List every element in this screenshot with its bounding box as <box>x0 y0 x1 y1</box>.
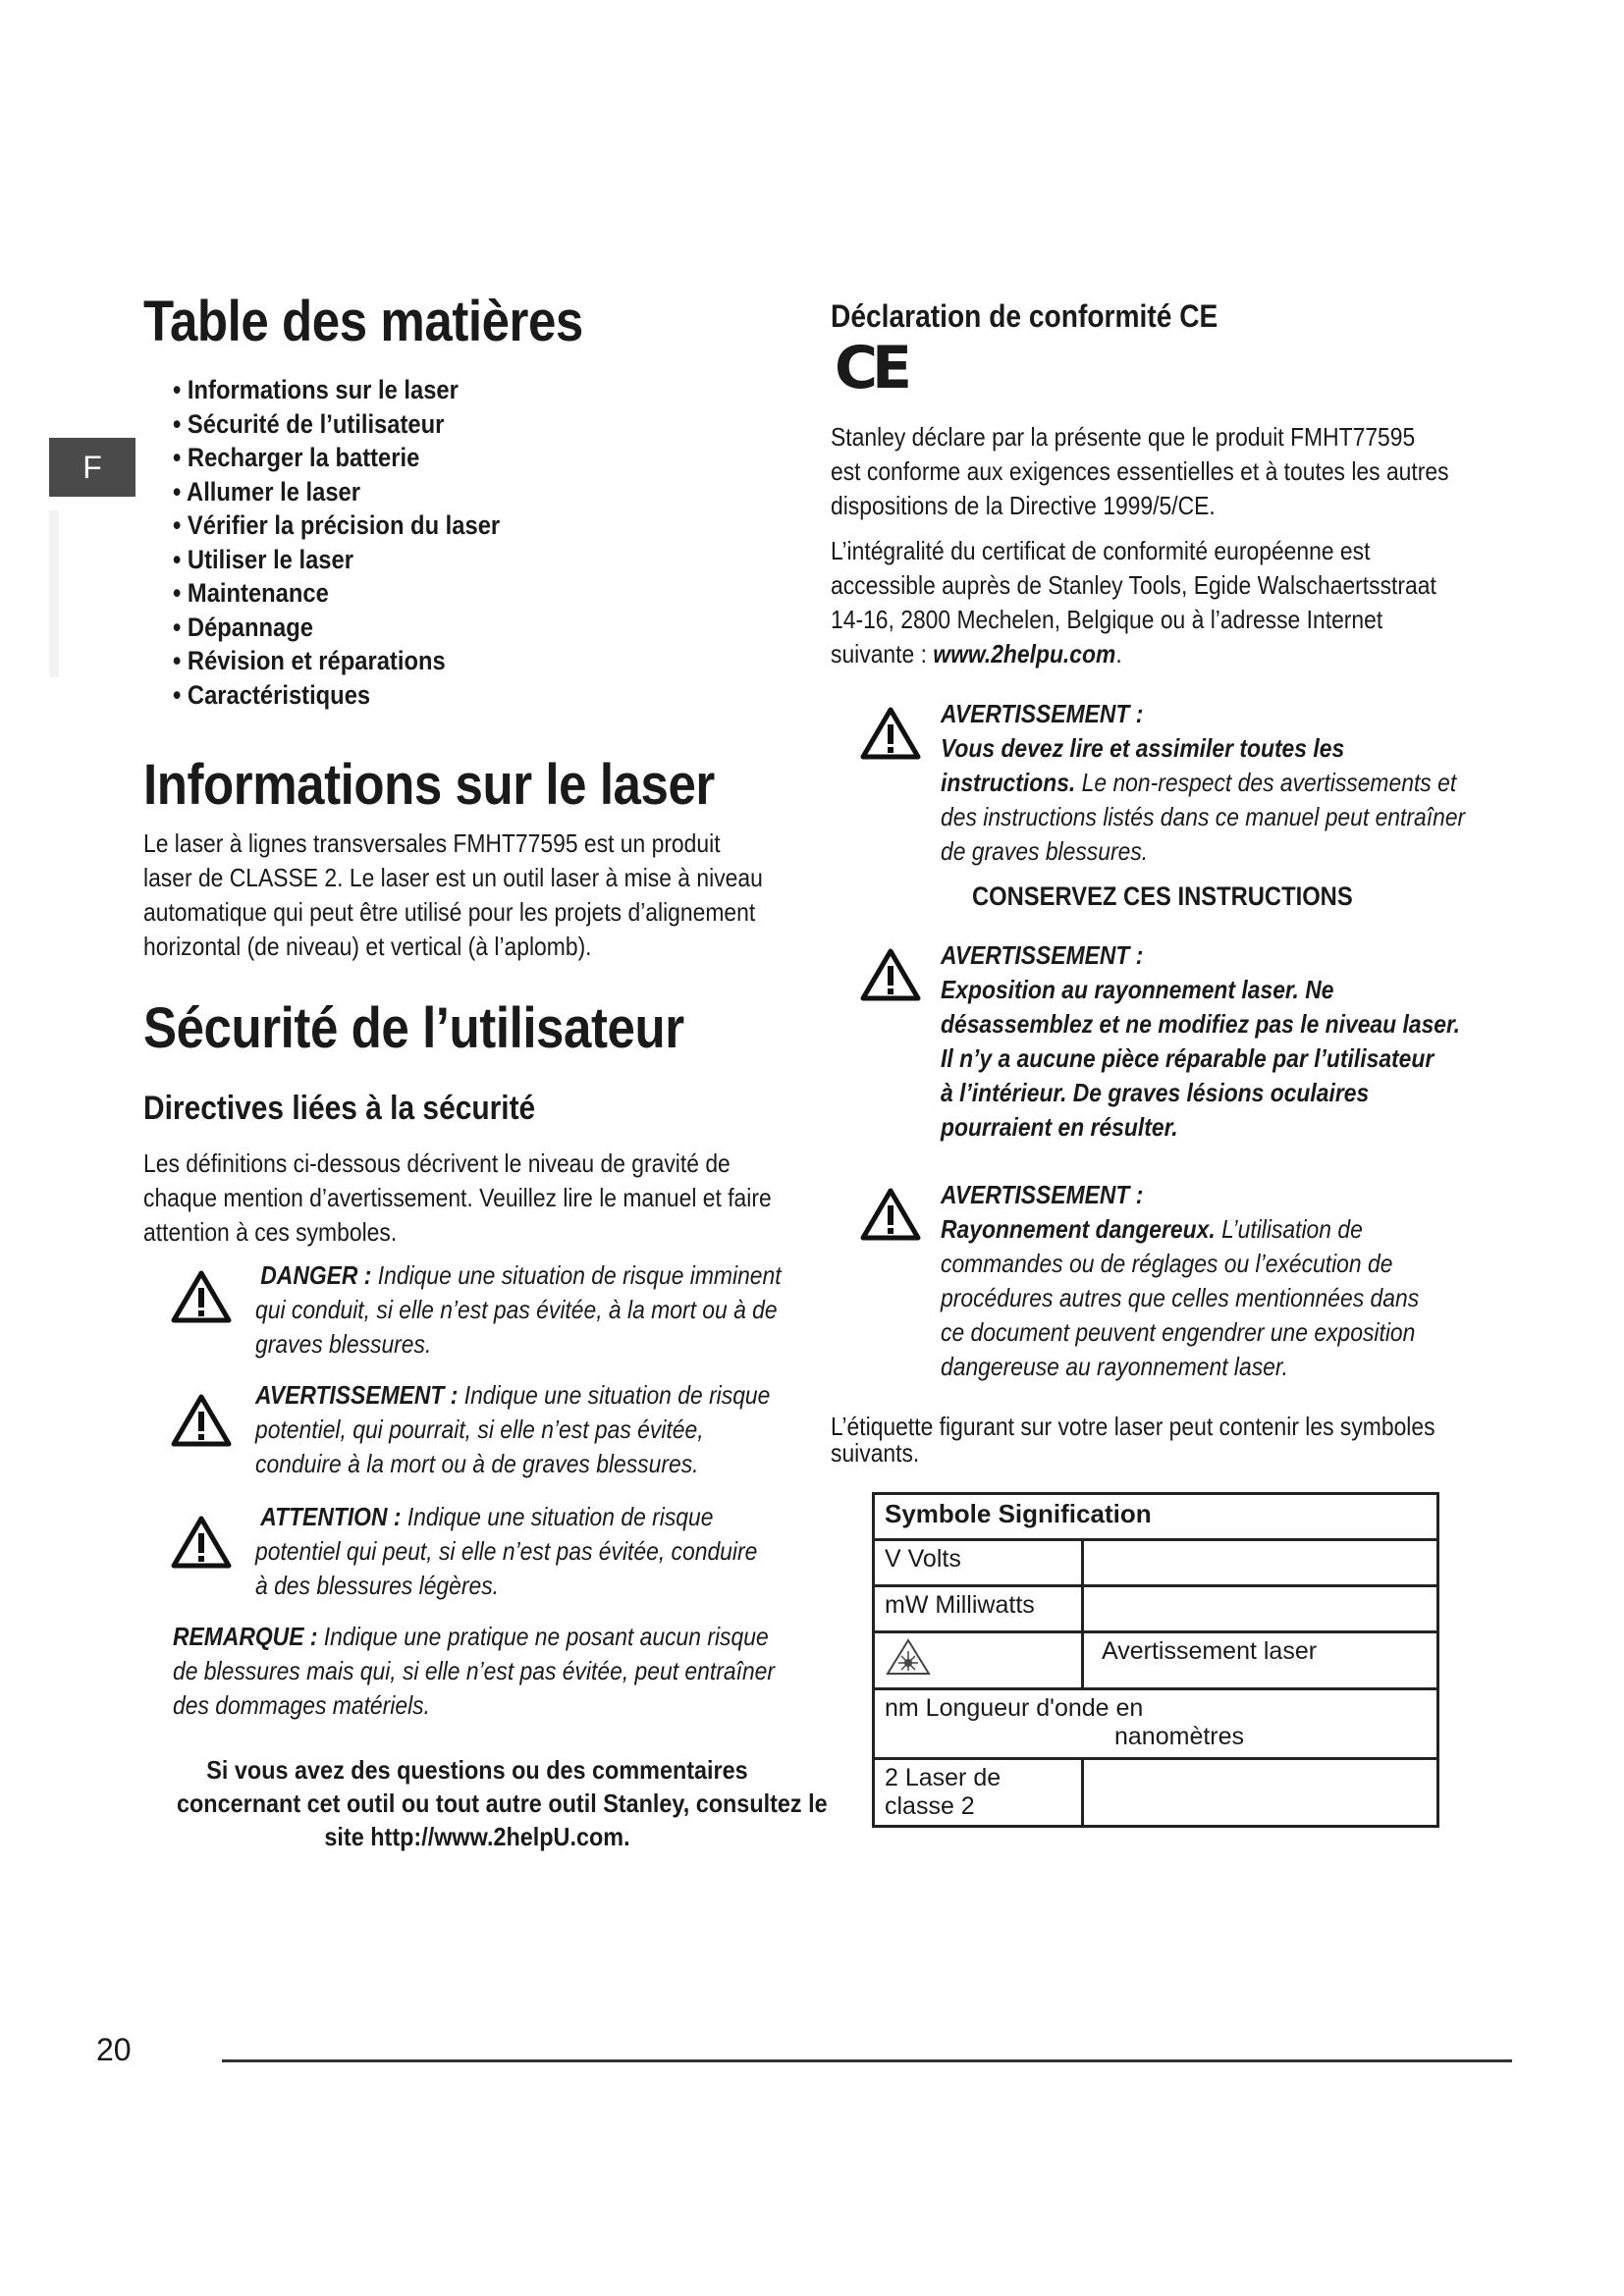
warning-3-text: ce document peuvent engendrer une exposition <box>941 1317 1416 1347</box>
remarque-block <box>173 1620 775 1723</box>
warning-triangle-icon <box>171 1270 232 1323</box>
warning-2-text: pourraient en résulter. <box>941 1112 1178 1142</box>
table-row <box>874 1494 1438 1540</box>
declaration-title: Déclaration de conformité CE <box>831 298 1218 334</box>
warning-2-text: Il n’y a aucune pièce réparable par l’utilisateur <box>941 1043 1435 1073</box>
warning-triangle-icon <box>860 948 921 1001</box>
attention-text: à des blessures légères. <box>255 1571 500 1600</box>
avert-block <box>255 1378 770 1481</box>
toc-item: • Sécurité de l’utilisateur <box>173 408 445 439</box>
safety-intro-line: attention à ces symboles. <box>143 1217 398 1247</box>
label-intro-line: suivants. <box>831 1438 920 1468</box>
toc-item: • Allumer le laser <box>173 476 361 507</box>
info-line: laser de CLASSE 2. Le laser est un outil laser à mise à niveau <box>143 863 763 892</box>
danger-text: graves blessures. <box>255 1329 432 1359</box>
avert-label: AVERTISSEMENT : <box>255 1380 459 1410</box>
danger-text: qui conduit, si elle n’est pas évitée, à la mort ou à de <box>255 1295 778 1324</box>
warning-3-text: procédures autres que celles mentionnées dans <box>941 1283 1420 1312</box>
safety-title: Sécurité de l’utilisateur <box>143 996 684 1060</box>
contact-line: Si vous avez des questions ou des commentaires <box>206 1755 748 1785</box>
toc-item: • Recharger la batterie <box>173 443 420 472</box>
table-cell <box>874 1632 1083 1689</box>
warning-1-text: instructions. <box>941 768 1076 797</box>
table-row <box>874 1586 1438 1632</box>
attention-label: ATTENTION : <box>260 1502 402 1531</box>
info-paragraph <box>143 827 763 964</box>
table-cell: Avertissement laser <box>1083 1632 1438 1689</box>
declaration-p1 <box>831 420 1449 523</box>
ce-mark: CE <box>835 334 907 402</box>
attention-block <box>255 1500 757 1603</box>
label-intro-line: L’étiquette figurant sur votre laser peut contenir les symboles <box>831 1412 1435 1441</box>
toc-item: • Utiliser le laser <box>173 544 353 574</box>
toc-item: • Caractéristiques <box>173 679 371 710</box>
safety-intro-line: Les définitions ci-dessous décrivent le niveau de gravité de <box>143 1148 731 1178</box>
declaration-line: Stanley déclare par la présente que le produit FMHT77595 <box>831 422 1416 452</box>
toc-item: • Dépannage <box>173 612 313 642</box>
warning-2-title: AVERTISSEMENT : <box>941 940 1144 970</box>
declaration-line: L’intégralité du certificat de conformité européenne est <box>831 536 1371 565</box>
table-cell-text: nm Longueur d'onde en <box>885 1694 1144 1722</box>
table-cell: 2 Laser de classe 2 <box>874 1759 1083 1827</box>
toc-item: • Vérifier la précision du laser <box>173 510 501 540</box>
contact-line: site http://www.2helpU.com. <box>324 1822 630 1851</box>
contact-block <box>143 1753 828 1853</box>
danger-label: DANGER : <box>260 1260 372 1290</box>
language-tab: F <box>49 438 135 497</box>
info-line: horizontal (de niveau) et vertical (à l’aplomb). <box>143 932 592 961</box>
warning-triangle-icon <box>860 1188 921 1241</box>
declaration-line: dispositions de la Directive 1999/5/CE. <box>831 491 1216 520</box>
warning-2 <box>941 938 1460 1145</box>
declaration-line: est conforme aux exigences essentielles et à toutes les autres <box>831 456 1449 486</box>
footer-rule <box>222 2059 1512 2062</box>
warning-2-text: désassemblez et ne modifiez pas le niveau laser. <box>941 1009 1461 1039</box>
safety-intro-line: chaque mention d’avertissement. Veuillez lire le manuel et faire <box>143 1183 772 1212</box>
toc-item: • Informations sur le laser <box>173 375 459 404</box>
danger-text: Indique une situation de risque imminent <box>371 1260 782 1290</box>
table-cell <box>1083 1586 1438 1632</box>
declaration-line: 14-16, 2800 Mechelen, Belgique ou à l’adresse Internet <box>831 605 1383 634</box>
declaration-url[interactable]: www.2helpu.com <box>933 639 1116 668</box>
table-row <box>874 1632 1438 1689</box>
attention-text: Indique une situation de risque <box>401 1502 714 1531</box>
info-title: Informations sur le laser <box>143 753 715 817</box>
warning-triangle-icon <box>171 1516 232 1569</box>
warning-3 <box>941 1178 1419 1384</box>
warning-triangle-icon <box>171 1394 232 1447</box>
declaration-line: accessible auprès de Stanley Tools, Egide Walschaertsstraat <box>831 570 1436 600</box>
declaration-p2 <box>831 534 1436 671</box>
toc-title: Table des matières <box>143 290 583 353</box>
warning-3-title: AVERTISSEMENT : <box>941 1180 1144 1209</box>
warning-3-text: L’utilisation de <box>1215 1214 1363 1244</box>
toc-list <box>173 373 500 712</box>
table-row <box>874 1540 1438 1586</box>
table-cell: V Volts <box>874 1540 1083 1586</box>
declaration-line: suivante : <box>831 639 934 668</box>
safety-intro <box>143 1147 772 1250</box>
warning-3-text: Rayonnement dangereux. <box>941 1214 1216 1244</box>
remarque-text: Indique une pratique ne posant aucun risque <box>317 1622 769 1651</box>
avert-text: Indique une situation de risque <box>458 1380 771 1410</box>
remarque-text: de blessures mais qui, si elle n’est pas évitée, peut entraîner <box>173 1656 776 1685</box>
laser-warning-icon <box>885 1637 932 1677</box>
declaration-line: . <box>1115 639 1122 668</box>
info-line: automatique qui peut être utilisé pour les projets d’alignement <box>143 897 756 927</box>
tab-shadow <box>49 510 59 677</box>
safety-subtitle: Directives liées à la sécurité <box>143 1090 536 1127</box>
table-cell <box>1083 1540 1438 1586</box>
toc-item: • Maintenance <box>173 578 329 608</box>
warning-1-title: AVERTISSEMENT : <box>941 699 1144 728</box>
remarque-label: REMARQUE : <box>173 1622 318 1651</box>
warning-3-text: dangereuse au rayonnement laser. <box>941 1352 1289 1381</box>
info-line: Le laser à lignes transversales FMHT77595 est un produit <box>143 828 721 858</box>
warning-2-text: Exposition au rayonnement laser. Ne <box>941 975 1334 1004</box>
contact-line: concernant cet outil ou tout autre outil Stanley, consultez le <box>177 1789 828 1818</box>
table-cell-text: nanomètres <box>1114 1723 1245 1750</box>
page-number: 20 <box>96 2032 132 2067</box>
toc-item: • Révision et réparations <box>173 646 446 675</box>
label-intro <box>831 1414 1435 1467</box>
danger-block <box>255 1258 782 1362</box>
table-row <box>874 1759 1438 1827</box>
warning-1-text: Vous devez lire et assimiler toutes les <box>941 733 1345 763</box>
warning-2-text: à l’intérieur. De graves lésions oculaires <box>941 1078 1370 1107</box>
remarque-text: des dommages matériels. <box>173 1690 430 1720</box>
warning-triangle-icon <box>860 707 921 760</box>
table-row <box>874 1689 1438 1759</box>
keep-instructions: CONSERVEZ CES INSTRUCTIONS <box>972 881 1353 911</box>
warning-1-text: Le non-respect des avertissements et <box>1075 768 1457 797</box>
warning-3-text: commandes ou de réglages ou l’exécution de <box>941 1249 1393 1278</box>
warning-1 <box>941 697 1465 869</box>
table-cell <box>1083 1759 1438 1827</box>
attention-text: potentiel qui peut, si elle n’est pas évitée, conduire <box>255 1536 758 1566</box>
symbols-table <box>872 1492 1439 1828</box>
avert-text: conduire à la mort ou à de graves blessures. <box>255 1449 699 1478</box>
warning-1-text: des instructions listés dans ce manuel peut entraîner <box>941 802 1466 831</box>
avert-text: potentiel, qui pourrait, si elle n’est pas évitée, <box>255 1415 704 1444</box>
table-cell: mW Milliwatts <box>874 1586 1083 1632</box>
table-cell <box>874 1689 1438 1759</box>
table-header: Symbole Signification <box>874 1494 1438 1540</box>
warning-1-text: de graves blessures. <box>941 836 1149 866</box>
